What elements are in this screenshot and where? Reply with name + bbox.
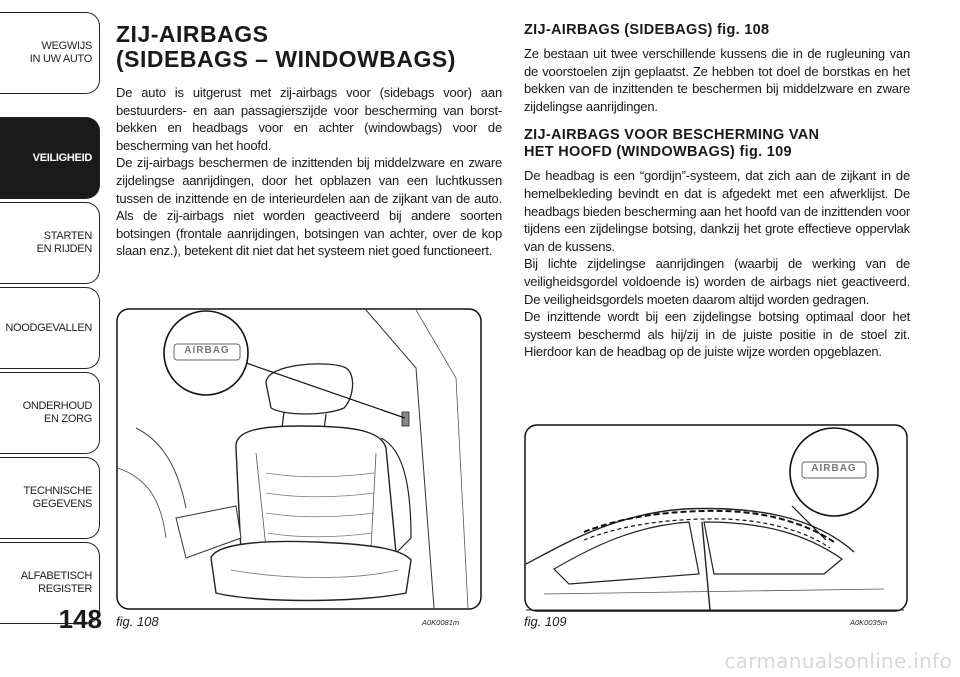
figure-108	[116, 308, 482, 630]
tab-wegwijs[interactable]: WEGWIJS IN UW AUTO	[0, 12, 100, 94]
figure-109	[524, 424, 908, 630]
seat-illustration	[116, 308, 482, 630]
fig108-caption: fig. 108	[116, 614, 159, 629]
light-impact-paragraph: Bij lichte zijdelingse aanrijdingen (waarbij de werking van de veiligheidsgordel voldoende is) worden de airbags niet geactiveerd. De veiligheidsgordels moeten daarom altijd worden gedragen.	[524, 256, 910, 307]
windowbags-heading-line1: ZIJ-AIRBAGS VOOR BESCHERMING VAN	[524, 127, 820, 144]
windowbags-heading	[524, 127, 910, 161]
fig109-airbag-badge-text: AIRBAG	[811, 463, 857, 474]
fig109-caption: fig. 109	[524, 614, 567, 629]
tab-register[interactable]: ALFABETISCH REGISTER	[0, 542, 100, 624]
tab-onderhoud[interactable]: ONDERHOUD EN ZORG	[0, 372, 100, 454]
sidebags-heading: ZIJ-AIRBAGS (SIDEBAGS) fig. 108	[524, 22, 770, 38]
left-column	[116, 22, 502, 260]
page-number: 148	[58, 604, 102, 634]
intro-paragraph: De auto is uitgerust met zij-airbags voor (sidebags voor) aan bestuurders- en aan passagierszijde voor bescherming van borst-bekken en headbags voor en achter (windowbags) voor de bescherming van het hoofd.	[116, 85, 502, 153]
chapter-sidebar	[0, 0, 103, 677]
car-side-illustration	[524, 424, 908, 630]
sidebag-function-paragraph: De zij-airbags beschermen de inzittenden bij middelzware en zware zijdelingse aanrijdingen, door het opblazen van een luchtkussen tussen de inzittende en de interieurdelen aan de zijkant van de auto. Als de zij-airbags niet worden geactiveerd bij andere soorten botsingen (frontale aanrijdingen, botsingen van achter, over de kop slaan enz.), betekent dit niet dat het systeem niet goed functioneert.	[116, 155, 502, 259]
right-column	[524, 22, 910, 361]
sidebags-paragraph: Ze bestaan uit twee verschillende kussens die in de rugleuning van de voorstoelen zijn geplaatst. Ze hebben tot doel de borstkas en het bekken van de inzittenden te beschermen bij middelzware en zware zijdelingse aanrijdingen.	[524, 46, 910, 114]
tab-technische[interactable]: TECHNISCHE GEGEVENS	[0, 457, 100, 539]
section-title-line1: ZIJ-AIRBAGS	[116, 21, 269, 47]
headbag-paragraph: De headbag is een “gordijn”-systeem, dat zich aan de zijkant in de hemelbekleding bevindt en dat is afgedekt met een afwerklijst. De headbags bieden bescherming aan het hoofd van de inzittenden voor tijdens een zijdelingse botsing, dankzij het grote effectieve oppervlak van de kussens.	[524, 168, 910, 254]
tab-noodgevallen[interactable]: NOODGEVALLEN	[0, 287, 100, 369]
tab-veiligheid[interactable]: VEILIGHEID	[0, 117, 100, 199]
tab-starten[interactable]: STARTEN EN RIJDEN	[0, 202, 100, 284]
section-title-line2: (SIDEBAGS – WINDOWBAGS)	[116, 46, 456, 72]
section-title	[116, 22, 502, 72]
site-watermark: carmanualsonline.info	[724, 649, 952, 673]
seating-position-paragraph: De inzittende wordt bij een zijdelingse botsing optimaal door het systeem beschermd als hij/zij in de juiste positie in de stoel zit. Hierdoor kan de headbag op de juiste wijze worden opgeblazen.	[524, 309, 910, 360]
fig108-code: A0K0081m	[422, 618, 460, 627]
fig108-airbag-badge-text: AIRBAG	[184, 345, 230, 356]
windowbags-heading-line2: HET HOOFD (WINDOWBAGS) fig. 109	[524, 144, 792, 161]
fig109-code: A0K0035m	[850, 618, 888, 627]
